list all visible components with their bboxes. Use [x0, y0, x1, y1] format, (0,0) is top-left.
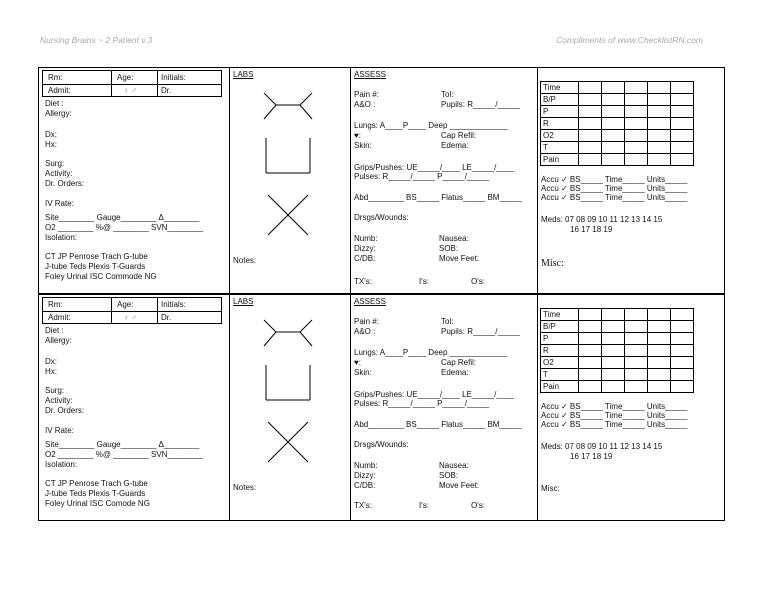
- misc-label: Misc:: [541, 258, 564, 269]
- hx-label: Hx:: [45, 367, 57, 376]
- pain-label: Pain #:: [354, 317, 379, 326]
- cap-refill-label: Cap Refil:: [441, 358, 477, 367]
- move-feet-label: Move Feet:: [439, 254, 480, 263]
- dx-label: Dx:: [45, 130, 57, 139]
- heart-label: ♥:: [354, 358, 361, 367]
- accu-line: Accu ✓ BS_____ Time_____ Units_____: [541, 420, 688, 429]
- pulses-line: Pulses: R_____/_____ P_____/_____: [354, 399, 490, 408]
- diet-label: Diet :: [45, 99, 64, 108]
- ao-label: A&O :: [354, 327, 376, 336]
- vitals-row-label: T: [541, 142, 579, 154]
- drsgs-label: Drsgs/Wounds:: [354, 213, 409, 222]
- isolation-label: Isolation:: [45, 233, 78, 242]
- vitals-row-label: R: [541, 118, 579, 130]
- ao-label: A&O :: [354, 100, 376, 109]
- diet-label: Diet :: [45, 326, 64, 335]
- accu-line: Accu ✓ BS_____ Time_____ Units_____: [541, 193, 688, 202]
- cap-refill-label: Cap Refil:: [441, 131, 477, 140]
- patient-info-column: [39, 295, 230, 520]
- tol-label: Tol:: [441, 317, 454, 326]
- gender-symbols: ♀ ♂: [123, 86, 138, 95]
- admit-label: Admit:: [48, 86, 71, 95]
- iv-rate-label: IV Rate:: [45, 199, 74, 208]
- surg-label: Surg:: [45, 386, 65, 395]
- pupils-line: Pupils: R_____/_____: [441, 327, 520, 336]
- pupils-line: Pupils: R_____/_____: [441, 100, 520, 109]
- isolation-label: Isolation:: [45, 460, 78, 469]
- assess-label: ASSESS: [354, 70, 387, 79]
- dr-label: Dr.: [161, 86, 172, 95]
- labs-label: LABS: [233, 297, 254, 306]
- is-label: I's:: [419, 277, 429, 286]
- labs-column: [230, 68, 351, 293]
- rm-label: Rm:: [48, 73, 63, 82]
- lungs-line: Lungs: A____P____ Deep _____________: [354, 121, 508, 130]
- site-gauge-line: Site________ Gauge________ Δ________: [45, 440, 200, 449]
- grips-line: Grips/Pushes: UE_____/____ LE_____/____: [354, 390, 515, 399]
- dr-orders-label: Dr. Orders:: [45, 406, 85, 415]
- dr-label: Dr.: [161, 313, 172, 322]
- tol-label: Tol:: [441, 90, 454, 99]
- allergy-label: Allergy:: [45, 109, 72, 118]
- sob-label: SOB:: [439, 471, 459, 480]
- notes-label: Notes:: [233, 483, 257, 492]
- nausea-label: Nausea:: [439, 461, 469, 470]
- devices-row-3: Foley Urinal ISC Comode NG: [45, 499, 150, 508]
- vitals-row-label: B/P: [541, 321, 579, 333]
- activity-label: Activity:: [45, 169, 73, 178]
- age-label: Age:: [117, 73, 134, 82]
- fishbone-lab-icon: [262, 89, 314, 121]
- vitals-row-label: R: [541, 345, 579, 357]
- admit-label: Admit:: [48, 313, 71, 322]
- o2-svn-line: O2 ________ %@ ________ SVN________: [45, 450, 204, 459]
- dx-label: Dx:: [45, 357, 57, 366]
- allergy-label: Allergy:: [45, 336, 72, 345]
- txs-label: TX's:: [354, 277, 372, 286]
- dizzy-label: Dizzy:: [354, 244, 376, 253]
- skin-label: Skin:: [354, 141, 372, 150]
- vitals-row-label: B/P: [541, 94, 579, 106]
- patient-info-box: [42, 297, 222, 324]
- labs-column: [230, 295, 351, 520]
- rm-label: Rm:: [48, 300, 63, 309]
- vitals-row-label: P: [541, 106, 579, 118]
- assess-column: [351, 68, 538, 293]
- vitals-row-label: Pain: [541, 381, 579, 393]
- patient-block-1: [38, 67, 725, 294]
- vitals-row-label: Pain: [541, 154, 579, 166]
- edema-label: Edema:: [441, 368, 469, 377]
- vitals-row-label: Time: [541, 309, 579, 321]
- txs-label: TX's:: [354, 501, 372, 510]
- fishbone-lab-icon: [262, 316, 314, 348]
- accu-line: Accu ✓ BS_____ Time_____ Units_____: [541, 402, 688, 411]
- dizzy-label: Dizzy:: [354, 471, 376, 480]
- hx-label: Hx:: [45, 140, 57, 149]
- o2-svn-line: O2 ________ %@ ________ SVN________: [45, 223, 204, 232]
- pulses-line: Pulses: R_____/_____ P_____/_____: [354, 172, 490, 181]
- vitals-row-label: P: [541, 333, 579, 345]
- activity-label: Activity:: [45, 396, 73, 405]
- bmp-box-lab-icon: [264, 136, 312, 176]
- drsgs-label: Drsgs/Wounds:: [354, 440, 409, 449]
- move-feet-label: Move Feet:: [439, 481, 480, 490]
- x-cross-lab-icon: [266, 193, 310, 237]
- accu-line: Accu ✓ BS_____ Time_____ Units_____: [541, 411, 688, 420]
- abd-line: Abd________ BS_____ Flatus_____ BM_____: [354, 420, 522, 429]
- os-label: O's:: [471, 277, 485, 286]
- abd-line: Abd________ BS_____ Flatus_____ BM_____: [354, 193, 522, 202]
- iv-rate-label: IV Rate:: [45, 426, 74, 435]
- meds-hours-row-1: Meds: 07 08 09 10 11 12 13 14 15: [541, 442, 663, 451]
- devices-row-3: Foley Urinal ISC Commode NG: [45, 272, 157, 281]
- patient-block-2: [38, 294, 725, 521]
- sheet-title: Nursing Brains ~ 2 Patient v.3: [40, 35, 153, 45]
- cdb-label: C/DB:: [354, 254, 376, 263]
- skin-label: Skin:: [354, 368, 372, 377]
- os-label: O's:: [471, 501, 485, 510]
- meds-hours-row-1: Meds: 07 08 09 10 11 12 13 14 15: [541, 215, 663, 224]
- sob-label: SOB:: [439, 244, 459, 253]
- gender-symbols: ♀ ♂: [123, 313, 138, 322]
- vitals-column: [538, 68, 724, 293]
- age-label: Age:: [117, 300, 134, 309]
- notes-label: Notes:: [233, 256, 257, 265]
- meds-hours-row-2: 16 17 18 19: [570, 452, 613, 461]
- vitals-row-label: Time: [541, 82, 579, 94]
- initials-label: Initials:: [161, 300, 186, 309]
- assess-column: [351, 295, 538, 520]
- cdb-label: C/DB:: [354, 481, 376, 490]
- devices-row-1: CT JP Penrose Trach G-tube: [45, 252, 148, 261]
- pain-label: Pain #:: [354, 90, 379, 99]
- labs-label: LABS: [233, 70, 254, 79]
- initials-label: Initials:: [161, 73, 186, 82]
- site-gauge-line: Site________ Gauge________ Δ________: [45, 213, 200, 222]
- grips-line: Grips/Pushes: UE_____/____ LE_____/____: [354, 163, 515, 172]
- vitals-table: [540, 81, 694, 166]
- devices-row-1: CT JP Penrose Trach G-tube: [45, 479, 148, 488]
- meds-hours-row-2: 16 17 18 19: [570, 225, 613, 234]
- patient-info-box: [42, 70, 222, 97]
- sheet-credit: Compliments of www.ChecklistRN.com: [556, 35, 703, 45]
- heart-label: ♥:: [354, 131, 361, 140]
- numb-label: Numb:: [354, 461, 378, 470]
- vitals-row-label: O2: [541, 130, 579, 142]
- numb-label: Numb:: [354, 234, 378, 243]
- x-cross-lab-icon: [266, 420, 310, 464]
- lungs-line: Lungs: A____P____ Deep _____________: [354, 348, 508, 357]
- dr-orders-label: Dr. Orders:: [45, 179, 85, 188]
- accu-line: Accu ✓ BS_____ Time_____ Units_____: [541, 184, 688, 193]
- devices-row-2: J-tube Teds Plexis T-Guards: [45, 489, 146, 498]
- vitals-column: [538, 295, 724, 520]
- edema-label: Edema:: [441, 141, 469, 150]
- is-label: I's:: [419, 501, 429, 510]
- vitals-table: [540, 308, 694, 393]
- devices-row-2: J-tube Teds Plexis T-Guards: [45, 262, 146, 271]
- patient-info-column: [39, 68, 230, 293]
- misc-label: Misc:: [541, 484, 560, 493]
- surg-label: Surg:: [45, 159, 65, 168]
- vitals-row-label: O2: [541, 357, 579, 369]
- nausea-label: Nausea:: [439, 234, 469, 243]
- vitals-row-label: T: [541, 369, 579, 381]
- bmp-box-lab-icon: [264, 363, 312, 403]
- assess-label: ASSESS: [354, 297, 387, 306]
- accu-line: Accu ✓ BS_____ Time_____ Units_____: [541, 175, 688, 184]
